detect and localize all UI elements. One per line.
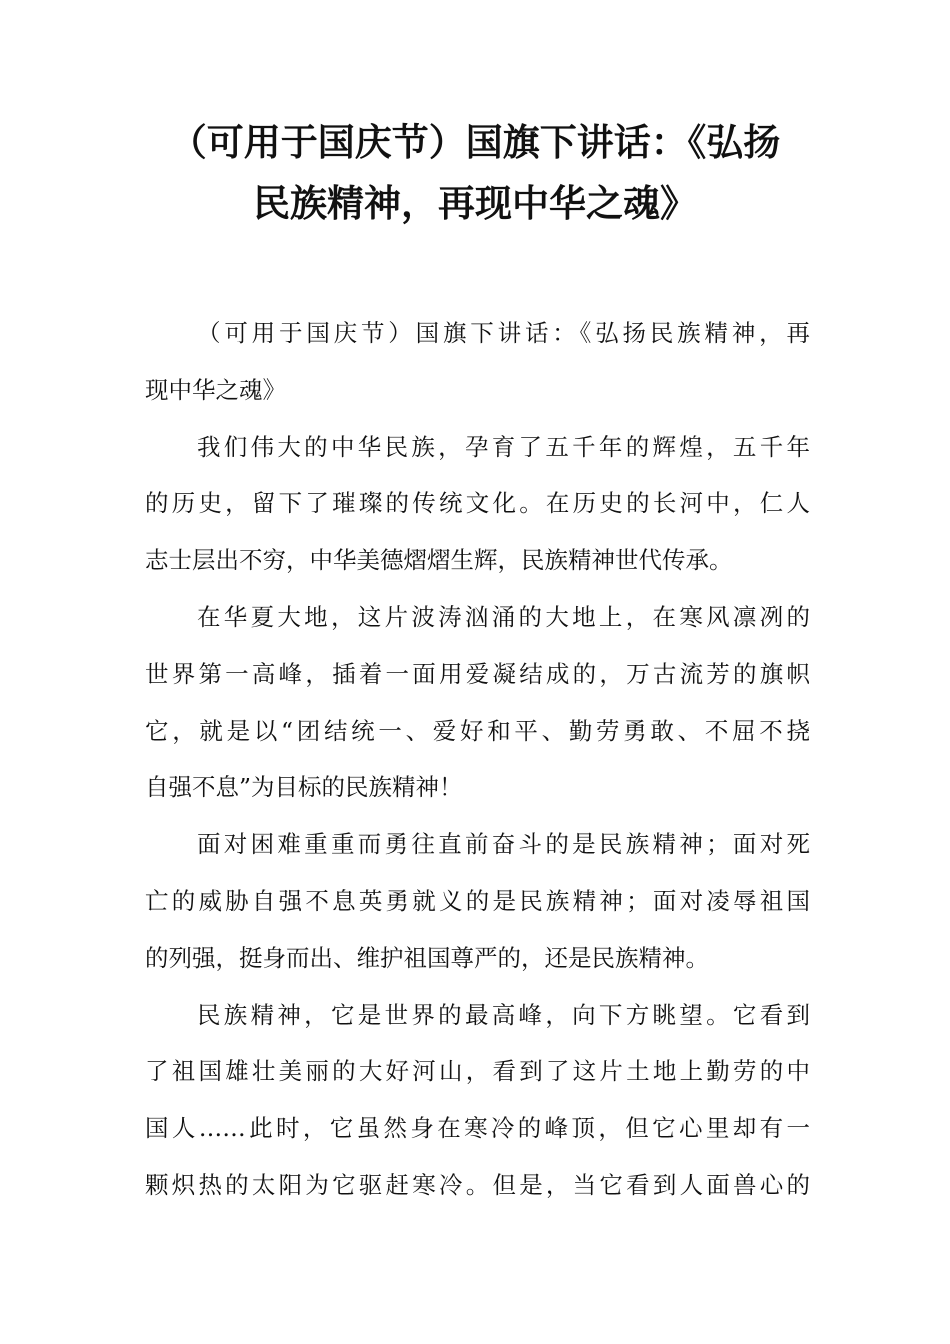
paragraph-2 [145, 419, 810, 589]
document-title [100, 112, 850, 234]
paragraph-line: 了祖国雄壮美丽的大好河山，看到了这片土地上勤劳的中 [145, 1057, 810, 1086]
paragraph-5 [145, 987, 810, 1214]
paragraph-line: 亡的威胁自强不息英勇就义的是民族精神；面对凌辱祖国 [145, 886, 810, 915]
paragraph-3 [145, 589, 810, 816]
paragraph-line: （可用于国庆节）国旗下讲话：《弘扬民族精神，再 [197, 319, 810, 347]
document-body [145, 305, 810, 1214]
paragraph-line: 在华夏大地，这片波涛汹涌的大地上，在寒风凛冽的 [197, 602, 810, 631]
paragraph-line: 志士层出不穷，中华美德熠熠生辉，民族精神世代传承。 [145, 546, 733, 575]
title-line: 民族精神，再现中华之魂》 [253, 182, 697, 225]
paragraph-4 [145, 816, 810, 986]
paragraph-line: 的历史，留下了璀璨的传统文化。在历史的长河中，仁人 [145, 489, 810, 518]
paragraph-line: 它，就是以“团结统一、爱好和平、勤劳勇敢、不屈不挠 [145, 716, 810, 745]
paragraph-line: 自强不息”为目标的民族精神！ [145, 773, 463, 802]
paragraph-line: 民族精神，它是世界的最高峰，向下方眺望。它看到 [197, 1000, 810, 1029]
paragraph-line: 的列强，挺身而出、维护祖国尊严的，还是民族精神。 [145, 943, 709, 972]
title-line: （可用于国庆节）国旗下讲话：《弘扬 [169, 121, 781, 164]
paragraph-1 [145, 305, 810, 419]
paragraph-line: 国人……此时，它虽然身在寒冷的峰顶，但它心里却有一 [145, 1114, 810, 1143]
paragraph-line: 现中华之魂》 [145, 375, 286, 404]
paragraph-line: 面对困难重重而勇往直前奋斗的是民族精神；面对死 [197, 830, 810, 859]
paragraph-line: 世界第一高峰，插着一面用爱凝结成的，万古流芳的旗帜 [145, 659, 810, 688]
paragraph-line: 颗炽热的太阳为它驱赶寒冷。但是，当它看到人面兽心的 [145, 1170, 810, 1199]
paragraph-line: 我们伟大的中华民族，孕育了五千年的辉煌，五千年 [197, 432, 810, 461]
